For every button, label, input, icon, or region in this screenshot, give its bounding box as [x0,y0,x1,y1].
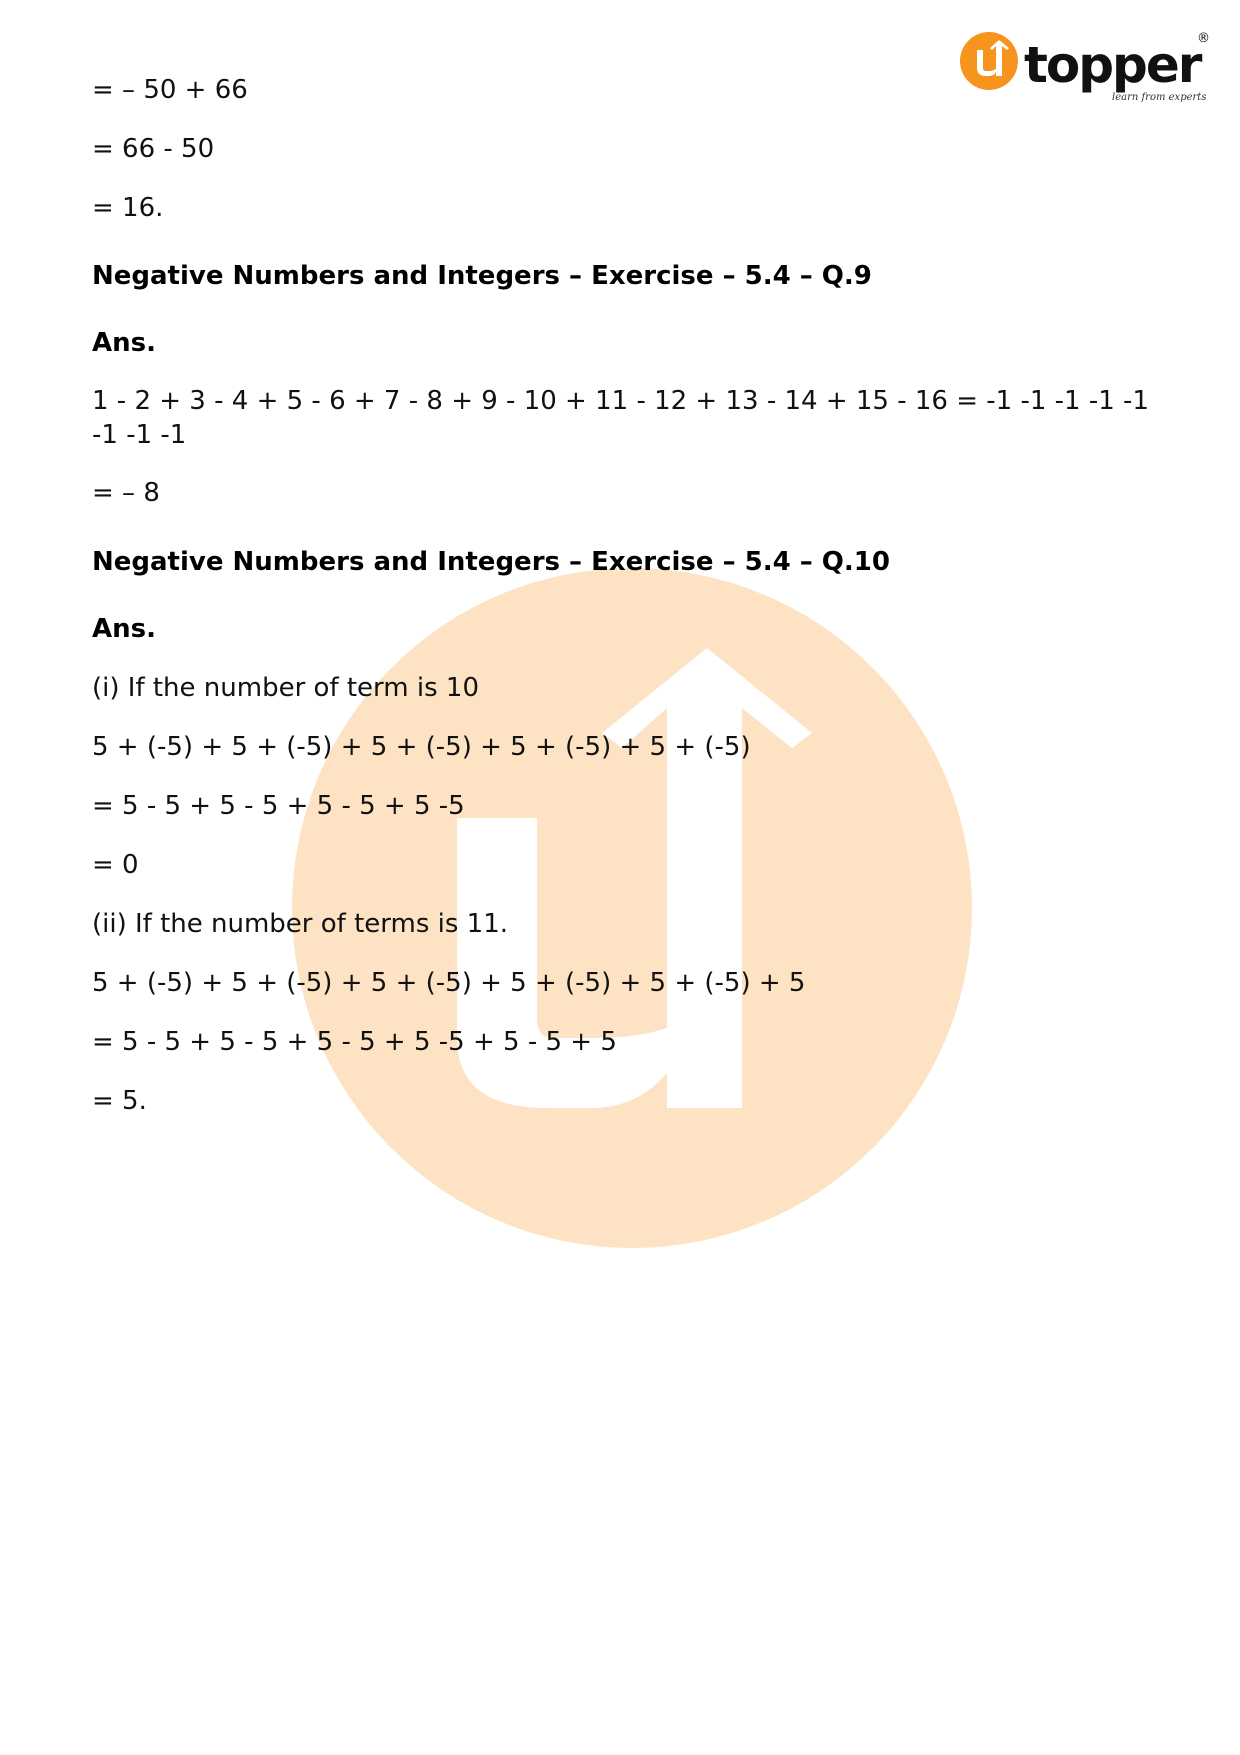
question-heading: Negative Numbers and Integers – Exercise – 5.4 – Q.10 [92,547,890,577]
step-line: 5 + (-5) + 5 + (-5) + 5 + (-5) + 5 + (-5) + 5 + (-5) + 5 [92,968,806,998]
answer-label: Ans. [92,614,156,644]
answer-label: Ans. [92,328,156,358]
step-line: = 5 - 5 + 5 - 5 + 5 - 5 + 5 -5 + 5 - 5 + 5 [92,1027,617,1057]
step-line: = – 50 + 66 [92,75,248,105]
step-line: 5 + (-5) + 5 + (-5) + 5 + (-5) + 5 + (-5) + 5 + (-5) [92,732,751,762]
step-line: (i) If the number of term is 10 [92,673,479,703]
step-line: = 16. [92,193,164,223]
step-line: = 5 - 5 + 5 - 5 + 5 - 5 + 5 -5 [92,791,465,821]
step-line: = 5. [92,1086,147,1116]
step-line: 1 - 2 + 3 - 4 + 5 - 6 + 7 - 8 + 9 - 10 + 11 - 12 + 13 - 14 + 15 - 16 = -1 -1 -1 -1 -1 -1 -1 -1 [92,386,1149,450]
brand-mark [960,28,1210,108]
step-line: = – 8 [92,478,160,508]
topper-logo [960,28,1210,108]
brand-tagline: learn from experts [1112,92,1207,103]
brand-name: topper [1024,36,1201,94]
registered-mark: ® [1197,31,1210,46]
step-line: = 66 - 50 [92,134,215,164]
step-line: (ii) If the number of terms is 11. [92,909,509,939]
step-line: = 0 [92,850,139,880]
question-heading: Negative Numbers and Integers – Exercise – 5.4 – Q.9 [92,261,872,291]
